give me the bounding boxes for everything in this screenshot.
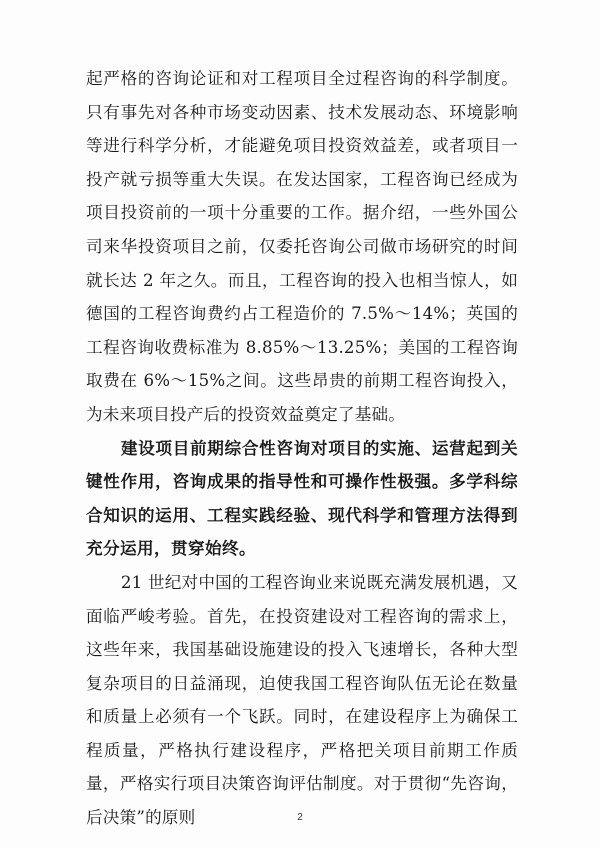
page-number: 2: [297, 812, 303, 823]
paragraph-21st-century: 21 世纪对中国的工程咨询业来说既充满发展机遇，又面临严峻考验。首先，在投资建设对工程咨询的需求上，这些年来，我国基础设施建设的投入飞速增长，各种大型复杂项目的日益涌现，迫使我国工程咨询队伍无论在数量和质量上必须有一个飞跃。同时，在建设程序上为确保工程质量，严格执行建设程序，严格把关项目前期工作质量，严格实行项目决策咨询评估制度。对于贯彻“先咨询，后决策”的原则: [86, 572, 518, 828]
paragraph-continuation: 起严格的咨询论证和对工程项目全过程咨询的科学制度。只有事先对各种市场变动因素、技术发展动态、环境影响等进行科学分析，才能避免项目投资效益差，或者项目一投产就亏损等重大失误。在发达国家，工程咨询已经成为项目投资前的一项十分重要的工作。据介绍，一些外国公司来华投资项目之前，仅委托咨询公司做市场研究的时间就长达 2 年之久。而且，工程咨询的投入也相当惊人，如德国的工程咨询费约占工程造价的 7.5%～14%；英国的工程咨询收费标准为 8.85%～13.25%；美国的工程咨询取费在 6%～15%之间。这些昂贵的前期工程咨询投入，为未来项目投产后的投资效益奠定了基础。: [86, 69, 518, 424]
body-text: [86, 62, 518, 835]
paragraph-bold-emphasis: 建设项目前期综合性咨询对项目的实施、运营起到关键性作用，咨询成果的指导性和可操作性极强。多学科综合知识的运用、工程实践经验、现代科学和管理方法得到充分运用，贯穿始终。: [86, 437, 518, 559]
